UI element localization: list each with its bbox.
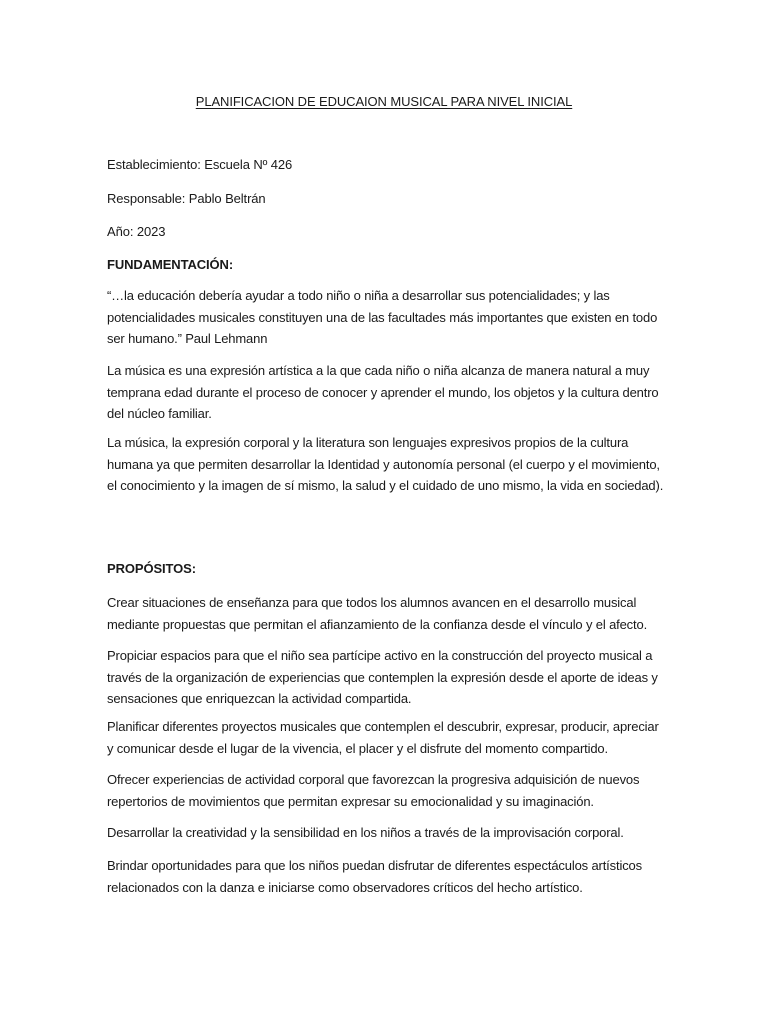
- proposito-item: Brindar oportunidades para que los niños puedan disfrutar de diferentes espectáculos artísticos relacionados con la danza e iniciarse como observadores críticos del hecho artístico.: [107, 858, 642, 895]
- proposito-item: Ofrecer experiencias de actividad corporal que favorezcan la progresiva adquisición de nuevos repertorios de movimientos que permitan expresar su emocionalidad y su imaginación.: [107, 772, 640, 809]
- fundamentacion-paragraph: La música, la expresión corporal y la literatura son lenguajes expresivos propios de la cultura humana ya que permiten desarrollar la Identidad y autonomía personal (el cuerpo y el movimiento, el conocimiento y la imagen de sí mismo, la salud y el cuidado de uno mismo, la vida en sociedad).: [107, 435, 664, 493]
- proposito-item: Propiciar espacios para que el niño sea partícipe activo en la construcción del proyecto musical a través de la organización de experiencias que contemplen la expresión desde el aporte de ideas y sensaciones que enriquezcan la actividad compartida.: [107, 648, 658, 706]
- document-title: PLANIFICACION DE EDUCAION MUSICAL PARA NIVEL INICIAL: [195, 94, 573, 109]
- fundamentacion-quote: “…la educación debería ayudar a todo niño o niña a desarrollar sus potencialidades; y las potencialidades musicales constituyen una de las facultades más importantes que existen en todo ser humano.” Paul Lehmann: [107, 288, 658, 346]
- fundamentacion-heading: FUNDAMENTACIÓN:: [107, 257, 234, 272]
- proposito-item: Planificar diferentes proyectos musicales que contemplen el descubrir, expresar, producir, apreciar y comunicar desde el lugar de la vivencia, el placer y el disfrute del momento compartido.: [107, 719, 659, 756]
- responsable-line: Responsable: Pablo Beltrán: [107, 191, 266, 206]
- anio-line: Año: 2023: [107, 224, 166, 239]
- proposito-item: Crear situaciones de enseñanza para que todos los alumnos avancen en el desarrollo musical mediante propuestas que permitan el afianzamiento de la confianza desde el vínculo y el afecto.: [107, 595, 648, 632]
- proposito-item: Desarrollar la creatividad y la sensibilidad en los niños a través de la improvisación corporal.: [107, 825, 624, 840]
- propositos-heading: PROPÓSITOS:: [107, 561, 196, 576]
- fundamentacion-paragraph: La música es una expresión artística a la que cada niño o niña alcanza de manera natural a muy temprana edad durante el proceso de conocer y aprender el mundo, los objetos y la cultura dentro del núcleo familiar.: [107, 363, 659, 421]
- establecimiento-line: Establecimiento: Escuela Nº 426: [107, 157, 293, 172]
